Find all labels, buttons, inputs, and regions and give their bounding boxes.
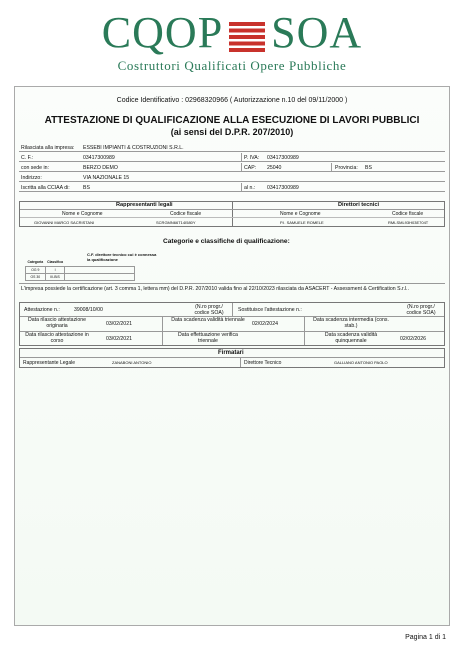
page-number: Pagina 1 di 1 xyxy=(405,634,446,641)
logo-mark xyxy=(0,10,464,56)
label-cciaa: Iscritta alla CCIAA di: xyxy=(21,185,70,191)
label-aln: al n.: xyxy=(244,185,256,191)
attestazione-box xyxy=(19,302,445,346)
rappresentante-nome: GIOVANNI MARCO SACRISTANI xyxy=(34,219,95,225)
sostituisce-nprog-label: (N.ro progr./ codice SOA) xyxy=(406,304,436,316)
value-piva: 03417300989 xyxy=(267,155,299,161)
representatives-box xyxy=(19,201,445,227)
cqop-soa-logo xyxy=(0,8,464,82)
table-row: OS 30 III-BIS xyxy=(26,273,135,280)
firmatari-direttore-label: Direttore Tecnico xyxy=(244,359,282,366)
data-quinquennale-label: Data scadenza validità quinquennale xyxy=(324,332,378,344)
value-provincia: BS xyxy=(365,165,372,171)
row-cf xyxy=(19,153,445,162)
direttore-nome: P.I. SAMUELE ROMELE xyxy=(280,219,324,225)
rappresentanti-col-nome: Nome e Cognome xyxy=(62,210,103,217)
logo-bars-icon xyxy=(229,22,265,52)
firmatari-header: Firmatari xyxy=(218,349,244,356)
attestazione-nprog-label: (N.ro progr./ codice SOA) xyxy=(194,304,224,316)
value-cap: 25040 xyxy=(267,165,282,171)
rappresentante-cf: SCRGMN66T14I580Y xyxy=(156,219,196,225)
logo-left-text: CQOP xyxy=(101,8,224,57)
direttori-header: Direttori tecnici xyxy=(338,202,380,208)
attestazione-n-value: 39008/10/00 xyxy=(74,307,103,313)
value-rilasciata: ESSEBI IMPIANTI & COSTRUZIONI S.R.L. xyxy=(83,145,184,151)
label-cap: CAP: xyxy=(244,165,257,171)
categorie-col-categoria: Categoria xyxy=(27,260,44,265)
row-sede xyxy=(19,163,445,172)
data-rilascio-originaria-label: Data rilascio attestazione originaria xyxy=(28,317,86,329)
label-piva: P. IVA: xyxy=(244,155,260,161)
categorie-col-classifica: Classifica xyxy=(47,260,63,265)
firmatari-rappresentante-label: Rappresentante Legale xyxy=(23,359,75,366)
label-provincia: Provincia: xyxy=(335,165,358,171)
certificate-title: ATTESTAZIONE DI QUALIFICAZIONE ALLA ESECUZIONE DI LAVORI PUBBLICI xyxy=(44,115,420,126)
row-rilasciata xyxy=(19,143,445,152)
value-aln: 03417300989 xyxy=(267,185,299,191)
firmatari-rappresentante-value: ZANABONI ANTONIO xyxy=(112,360,152,365)
categorie-table xyxy=(25,259,135,281)
firmatari-box xyxy=(19,348,445,368)
direttore-cf: RMLSML93H03E704T xyxy=(388,219,429,225)
label-rilasciata: Rilasciata alla impresa: xyxy=(21,145,75,151)
data-scadenza-triennale-value: 02/02/2024 xyxy=(252,321,278,327)
logo-right-text: SOA xyxy=(271,8,363,57)
categorie-header: Categorie e classifiche di qualificazione: xyxy=(163,238,290,245)
value-indirizzo: VIA NAZIONALE 15 xyxy=(83,175,130,181)
data-verifica-label: Data effettuazione verifica triennale xyxy=(178,332,238,344)
logo-subtitle: Costruttori Qualificati Opere Pubbliche xyxy=(117,58,347,73)
firmatari-direttore-value: GALLIANO ANTONIO PAOLO xyxy=(334,360,388,365)
table-row: OG 9 I xyxy=(26,266,135,273)
row-indirizzo xyxy=(19,173,445,182)
sostituisce-label: Sostituisce l'attestazione n.: xyxy=(238,307,302,313)
value-cciaa: BS xyxy=(83,185,90,191)
data-rilascio-corso-value: 03/02/2021 xyxy=(106,336,132,342)
codice-identificativo: Codice Identificativo : 02968320966 ( Autorizzazione n.10 del 09/11/2000 ) xyxy=(116,97,348,104)
data-quinquennale-value: 02/02/2026 xyxy=(400,336,426,342)
certificate-subtitle: (ai sensi del D.P.R. 207/2010) xyxy=(170,127,294,137)
categorie-col-cf: C.F. direttore tecnico cui è connessa la qualificazione xyxy=(87,252,157,262)
row-cciaa xyxy=(19,183,445,192)
data-rilascio-corso-label: Data rilascio attestazione in corso xyxy=(25,332,89,344)
label-cf: C. F.: xyxy=(21,155,34,161)
label-sede: con sede in: xyxy=(21,165,49,171)
rappresentanti-header: Rappresentanti legali xyxy=(116,202,173,208)
direttori-col-nome: Nome e Cognome xyxy=(280,210,321,217)
data-scadenza-intermedia-label: Data scadenza intermedia (cons. stab.) xyxy=(313,317,389,329)
certificate-body xyxy=(14,86,450,626)
value-cf: 03417300989 xyxy=(83,155,115,161)
direttori-col-cf: Codice fiscale xyxy=(392,210,424,217)
certificazione-text: L'impresa possiede la certificazione (art. 3 comma 1, lettera mm) del D.P.R. 207/2010 valida fino al 22/10/2023 rilasciata da ASACERT - Assessment & Certification S.r.l.. xyxy=(21,286,409,292)
data-scadenza-triennale-label: Data scadenza validità triennale xyxy=(171,317,245,323)
data-rilascio-originaria-value: 03/02/2021 xyxy=(106,321,132,327)
value-sede: BERZO DEMO xyxy=(83,165,118,171)
rappresentanti-col-cf: Codice fiscale xyxy=(170,210,202,217)
attestazione-n-label: Attestazione n.: xyxy=(24,307,60,313)
label-indirizzo: Indirizzo: xyxy=(21,175,42,181)
